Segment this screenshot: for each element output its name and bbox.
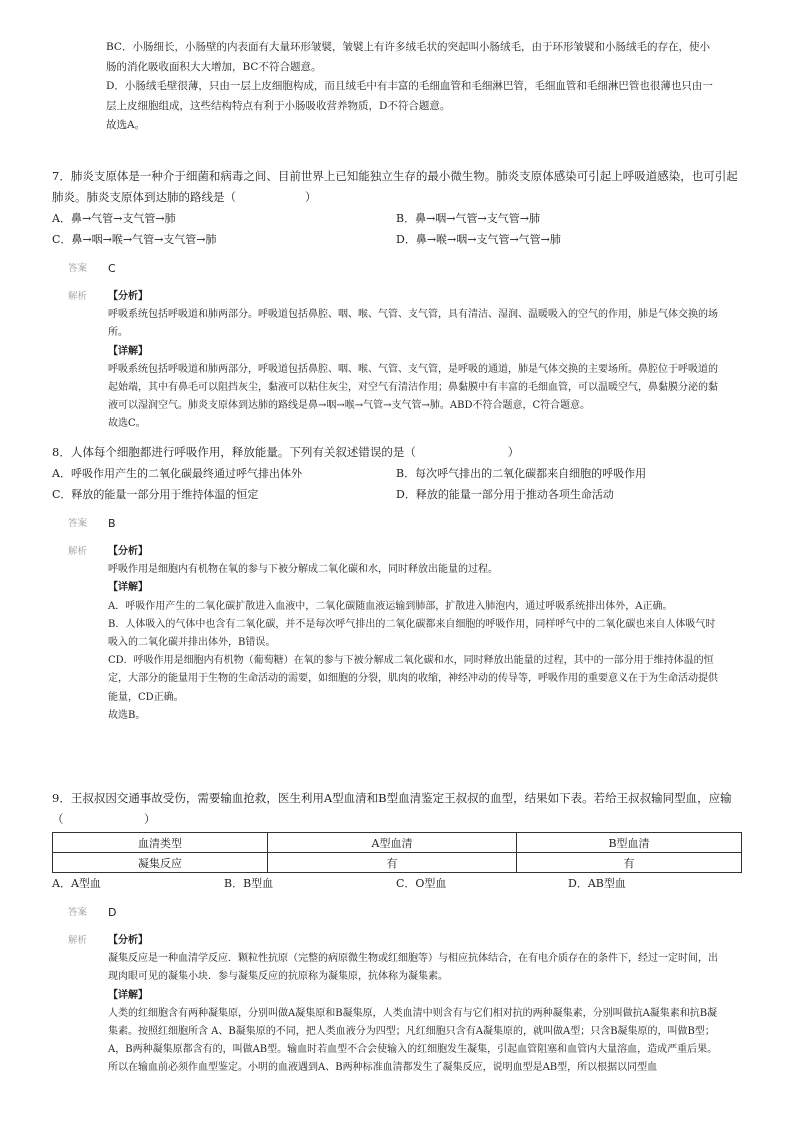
analysis-heading: 【分析】 [108,546,148,557]
analysis-text: 呼吸作用是细胞内有机物在氧的参与下被分解成二氧化碳和水，同时释放出能量的过程。 [108,564,498,576]
detail-line-a: A．呼吸作用产生的二氧化碳扩散进入血液中，二氧化碳随血液运输到肺部，扩散进入肺泡内，通过呼吸系统排出体外，A正确。 [108,600,673,612]
analysis-text: 呼吸系统包括呼吸道和肺两部分。呼吸道包括鼻腔、咽、喉、气管、支气管，具有清洁、湿润、温暖吸入的空气的作用，肺是气体交换的场所。 [108,309,718,339]
question-7 [52,166,742,434]
analysis-heading: 【分析】 [108,291,148,302]
analysis-text: 凝集反应是一种血清学反应．颗粒性抗原（完整的病原微生物或红细胞等）与相应抗体结合，在有电介质存在的条件下，经过一定时间，出现肉眼可见的凝集小块．参与凝集反应的抗原称为凝集原，抗体称为凝集素。 [108,953,718,983]
answer-row [52,515,742,533]
question-9 [52,788,742,1078]
prev-line-d: D．小肠绒毛壁很薄，只由一层上皮细胞构成，而且绒毛中有丰富的毛细血管和毛细淋巴管，毛细血管和毛细淋巴管也很薄也只由一层上皮细胞组成，这些结构特点有利于小肠吸收营养物质，D不符合题意。 [106,80,713,112]
answer-value: C [108,262,116,275]
prev-conclusion: 故选A。 [106,119,146,131]
answer-value: B [108,517,116,530]
answer-row [52,260,742,278]
answer-label: 答案 [68,518,88,529]
options [52,463,742,505]
detail-heading: 【详解】 [108,989,148,1001]
table-cell: 血清类型 [53,833,268,853]
answer-label: 答案 [68,263,88,274]
question-stem: 8．人体每个细胞都进行呼吸作用，释放能量。下列有关叙述错误的是（ ） [52,445,520,459]
option-d[interactable]: D．AB型血 [568,877,626,890]
prev-line-bc: BC．小肠细长，小肠壁的内表面有大量环形皱襞，皱襞上有许多绒毛状的突起叫小肠绒毛，由于环形皱襞和小肠绒毛的存在，使小肠的消化吸收面积大大增加，BC不符合题意。 [106,41,710,73]
conclusion: 故选B。 [108,709,146,721]
table-row [53,853,742,873]
detail-line-cd: CD．呼吸作用是细胞内有机物（葡萄糖）在氧的参与下被分解成二氧化碳和水，同时释放出能量的过程，其中的一部分用于维持体温的恒定，大部分的能量用于生物的生命活动的需要，如细胞的分裂，肌肉的收缩，神经冲动的传导等，呼吸作用的重要意义在于为生命活动提供能量，CD正确。 [108,655,718,703]
table-cell: A型血清 [268,833,517,853]
analysis-label: 解析 [68,935,88,946]
detail-line-b: B．人体吸入的气体中也含有二氧化碳，并不是每次呼气排出的二氧化碳都来自细胞的呼吸作用，同样呼气中的二氧化碳也来自人体吸气时吸入的二氧化碳并排出体外，B错误。 [108,618,716,649]
option-b[interactable]: B．鼻→咽→气管→支气管→肺 [396,212,540,225]
analysis-heading: 【分析】 [108,935,148,946]
question-stem: 9．王叔叔因交通事故受伤，需要输血抢救，医生利用A型血清和B型血清鉴定王叔叔的血型，结果如下表。若给王叔叔输同型血，应输（ ） [52,791,732,826]
explanation [52,543,742,725]
analysis-label: 解析 [68,546,88,557]
option-a[interactable]: A．呼吸作用产生的二氧化碳最终通过呼气排出体外 [52,467,302,480]
option-d[interactable]: D．鼻→喉→咽→支气管→气管→肺 [396,233,561,246]
detail-text: 呼吸系统包括呼吸道和肺两部分，呼吸道包括鼻腔、咽、喉、气管、支气管，是呼吸的通道，肺是气体交换的主要场所。鼻腔位于呼吸道的起始端，其中有鼻毛可以阻挡灰尘，黏液可以粘住灰尘，对空气有清洁作用；鼻黏膜中有丰富的毛细血管，可以温暖空气，鼻黏膜分泌的黏液可以湿润空气。肺炎支原体到达肺的路线是鼻→咽→喉→气管→支气管→肺。ABD不符合题意，C符合题意。 [108,363,718,412]
option-a[interactable]: A．鼻→气管→支气管→肺 [52,212,176,225]
explanation [52,932,742,1078]
detail-heading: 【详解】 [108,582,148,594]
conclusion: 故选C。 [108,418,146,430]
analysis-label: 解析 [68,291,88,302]
question-stem: 7．肺炎支原体是一种介于细菌和病毒之间、目前世界上已知能独立生存的最小微生物。肺炎支原体感染可引起上呼吸道感染，也可引起肺炎。肺炎支原体到达肺的路线是（ ） [52,169,738,204]
explanation [52,288,742,434]
options [52,873,742,894]
answer-value: D [108,906,117,919]
table-cell: 凝集反应 [53,853,268,873]
table-cell: 有 [268,853,517,873]
option-b[interactable]: B．每次呼气排出的二氧化碳都来自细胞的呼吸作用 [396,467,647,480]
option-d[interactable]: D．释放的能量一部分用于推动各项生命活动 [396,488,614,501]
question-8 [52,442,742,725]
option-c[interactable]: C．释放的能量一部分用于维持体温的恒定 [52,488,259,501]
option-c[interactable]: C．O型血 [396,877,447,890]
option-b[interactable]: B．B型血 [224,877,274,890]
option-c[interactable]: C．鼻→咽→喉→气管→支气管→肺 [52,233,217,246]
table-row [53,833,742,853]
table-cell: 有 [517,853,742,873]
table-cell: B型血清 [517,833,742,853]
serum-table [52,832,742,873]
answer-row [52,904,742,922]
detail-text: 人类的红细胞含有两种凝集原，分别叫做A凝集原和B凝集原，人类血清中则含有与它们相对抗的两种凝集素，分别叫做抗A凝集素和抗B凝集素。按照红细胞所含 A、B凝集原的不同，把人类血液分为四型；凡红细胞只含有A凝集原的，就叫做A型；只含B凝集原的，叫做B型；A，B两种凝集原都含有的，叫做AB型。输血时若血型不合会使输入的红细胞发生凝集，引起血管阻塞和血管内大量溶血，造成严重后果。所以在输血前必须作血型鉴定。小明的血液遇到A、B两种标准血清都发生了凝集反应，说明血型是AB型，所以根据以同型血 [108,1007,718,1074]
previous-explanation [106,38,718,136]
options [52,208,742,250]
option-a[interactable]: A．A型血 [52,877,101,890]
answer-label: 答案 [68,907,88,918]
detail-heading: 【详解】 [108,345,148,357]
